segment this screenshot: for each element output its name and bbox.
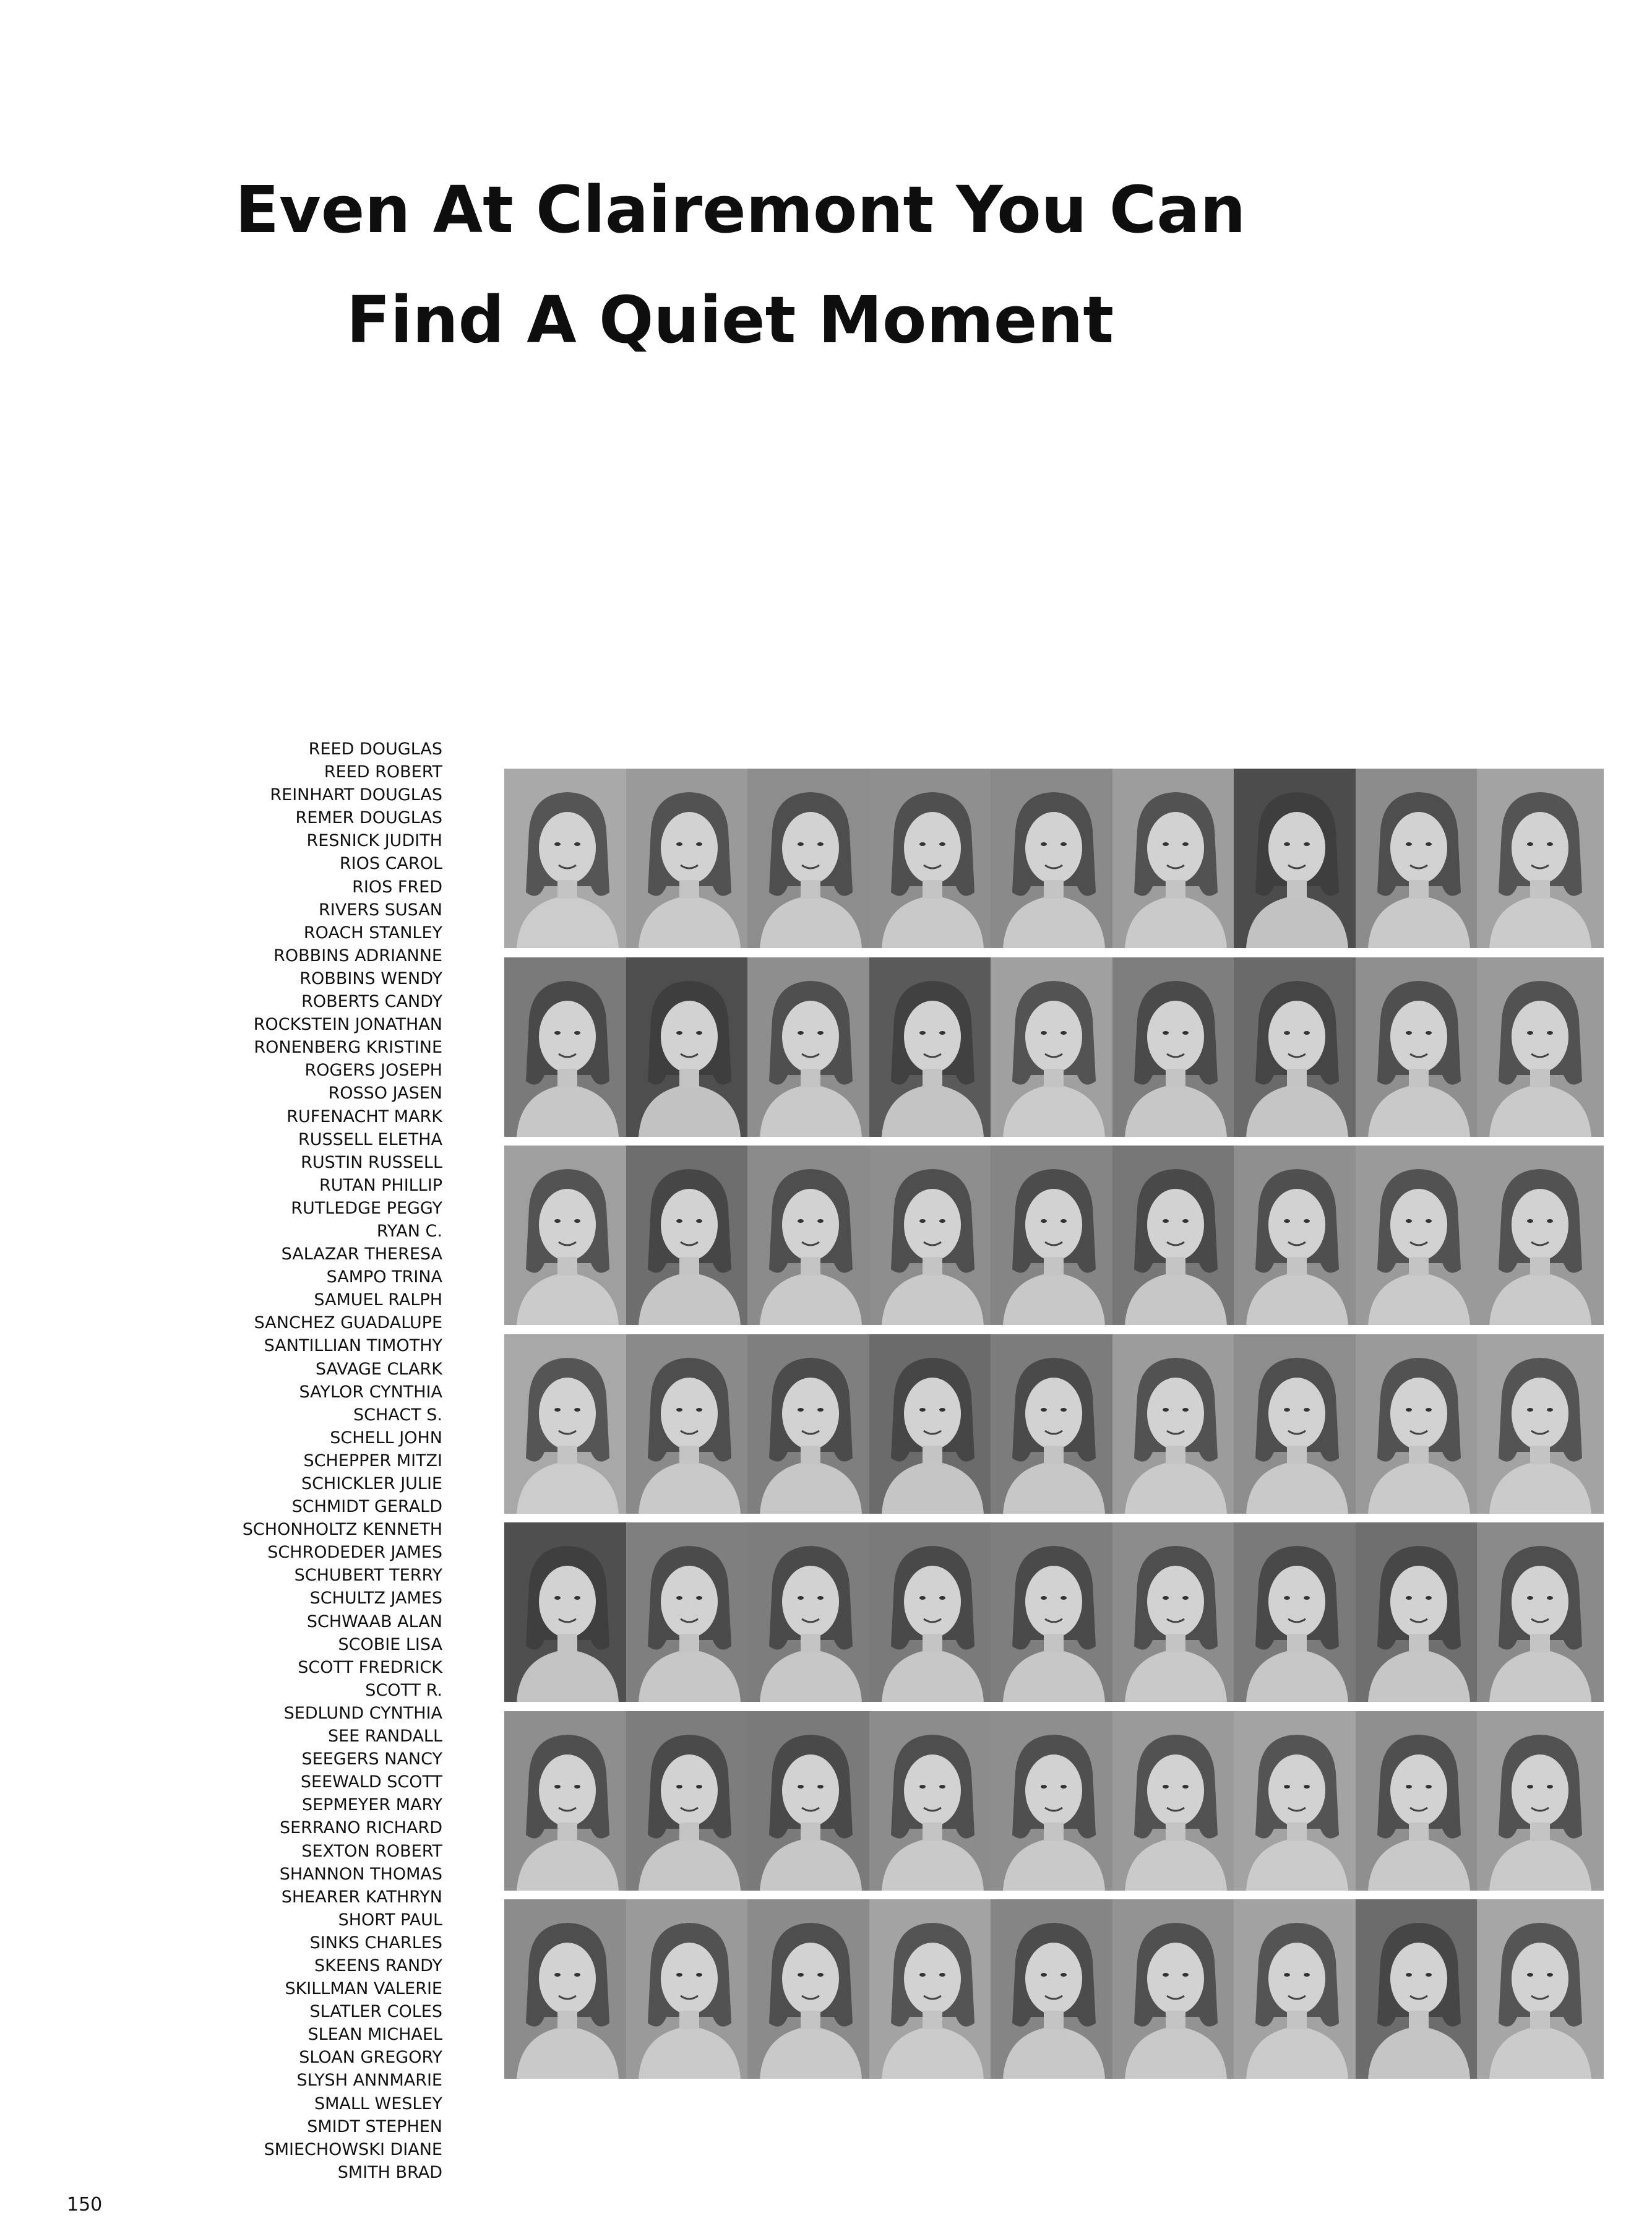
student-portrait — [1234, 769, 1361, 948]
student-portrait — [747, 1522, 874, 1702]
student-name: SANCHEZ GUADALUPE — [254, 1313, 442, 1333]
student-name: RUTAN PHILLIP — [319, 1175, 442, 1195]
student-name: SCHMIDT GERALD — [291, 1497, 442, 1517]
portrait-silhouette-icon — [1234, 1334, 1361, 1514]
portrait-silhouette-icon — [626, 1522, 753, 1702]
student-portrait — [1234, 1334, 1361, 1514]
student-name: SMIDT STEPHEN — [307, 2117, 442, 2136]
student-name: RONENBERG KRISTINE — [254, 1038, 442, 1058]
student-portrait — [504, 957, 631, 1137]
student-portrait — [869, 957, 996, 1137]
student-portrait — [1477, 1146, 1604, 1325]
student-portrait — [1356, 957, 1482, 1137]
portrait-silhouette-icon — [1477, 1334, 1604, 1514]
portrait-silhouette-icon — [869, 1522, 996, 1702]
student-portrait — [747, 957, 874, 1137]
portrait-silhouette-icon — [1356, 1899, 1482, 2079]
student-name: RIVERS SUSAN — [319, 900, 442, 920]
student-portrait — [747, 769, 874, 948]
student-portrait — [626, 1146, 753, 1325]
student-name: SMITH BRAD — [337, 2162, 442, 2182]
student-portrait — [1234, 1146, 1361, 1325]
student-name: ROCKSTEIN JONATHAN — [253, 1015, 442, 1035]
student-name: SEE RANDALL — [327, 1727, 442, 1746]
student-name: SEEWALD SCOTT — [300, 1772, 442, 1792]
portrait-silhouette-icon — [1356, 1146, 1482, 1325]
student-name: SEDLUND CYNTHIA — [283, 1703, 442, 1723]
portrait-silhouette-icon — [991, 1899, 1117, 2079]
student-name: SKEENS RANDY — [314, 1956, 442, 1975]
student-name: SCHWAAB ALAN — [306, 1612, 442, 1631]
student-name: ROBBINS ADRIANNE — [273, 946, 442, 965]
student-name: SCHELL JOHN — [330, 1428, 442, 1448]
student-portrait — [1477, 1899, 1604, 2079]
portrait-silhouette-icon — [1356, 1711, 1482, 1891]
portrait-silhouette-icon — [1356, 769, 1482, 948]
student-portrait — [626, 769, 753, 948]
student-name: SLATLER COLES — [309, 2002, 442, 2022]
student-name: SLYSH ANNMARIE — [296, 2071, 442, 2091]
student-name: ROBERTS CANDY — [301, 992, 442, 1012]
student-name: REMER DOUGLAS — [295, 808, 442, 828]
student-name: SKILLMAN VALERIE — [285, 1979, 442, 1999]
student-portrait — [504, 1522, 631, 1702]
portrait-silhouette-icon — [869, 769, 996, 948]
student-name: RESNICK JUDITH — [306, 831, 442, 851]
portrait-silhouette-icon — [991, 957, 1117, 1137]
student-name: SHEARER KATHRYN — [281, 1887, 442, 1907]
portrait-silhouette-icon — [1477, 957, 1604, 1137]
student-portrait — [991, 1522, 1117, 1702]
student-name: SALAZAR THERESA — [281, 1245, 442, 1264]
student-portrait — [1234, 957, 1361, 1137]
student-portrait — [1356, 1334, 1482, 1514]
student-portrait — [1477, 1334, 1604, 1514]
student-portrait — [504, 1334, 631, 1514]
portrait-photo-grid — [504, 769, 1597, 2068]
portrait-silhouette-icon — [504, 1146, 631, 1325]
student-name: REED DOUGLAS — [308, 740, 442, 759]
student-name-list — [96, 738, 442, 2184]
student-name: SCOTT FREDRICK — [298, 1657, 442, 1677]
portrait-silhouette-icon — [1477, 1899, 1604, 2079]
portrait-silhouette-icon — [1356, 1522, 1482, 1702]
portrait-silhouette-icon — [991, 1334, 1117, 1514]
page-headline — [235, 155, 1246, 375]
student-portrait — [747, 1711, 874, 1891]
portrait-silhouette-icon — [1477, 1711, 1604, 1891]
student-name: REINHART DOUGLAS — [270, 785, 442, 805]
portrait-silhouette-icon — [1234, 1899, 1361, 2079]
student-name: SHANNON THOMAS — [279, 1864, 442, 1884]
student-portrait — [991, 1146, 1117, 1325]
portrait-silhouette-icon — [869, 1146, 996, 1325]
portrait-silhouette-icon — [1234, 1711, 1361, 1891]
portrait-silhouette-icon — [869, 1334, 996, 1514]
portrait-silhouette-icon — [869, 957, 996, 1137]
student-name: RUSTIN RUSSELL — [301, 1152, 442, 1172]
page-number: 150 — [67, 2194, 103, 2216]
student-portrait — [1234, 1711, 1361, 1891]
portrait-silhouette-icon — [1112, 1146, 1239, 1325]
student-name: SCHONHOLTZ KENNETH — [242, 1520, 442, 1540]
portrait-silhouette-icon — [626, 1146, 753, 1325]
portrait-silhouette-icon — [991, 1711, 1117, 1891]
portrait-silhouette-icon — [1112, 1711, 1239, 1891]
student-portrait — [626, 1522, 753, 1702]
student-portrait — [1356, 1522, 1482, 1702]
portrait-silhouette-icon — [504, 957, 631, 1137]
portrait-silhouette-icon — [504, 1522, 631, 1702]
student-name: SEEGERS NANCY — [301, 1750, 442, 1769]
student-portrait — [869, 1522, 996, 1702]
student-portrait — [747, 1146, 874, 1325]
portrait-silhouette-icon — [869, 1899, 996, 2079]
student-portrait — [1356, 1899, 1482, 2079]
portrait-silhouette-icon — [1112, 1522, 1239, 1702]
student-portrait — [504, 1899, 631, 2079]
portrait-silhouette-icon — [1234, 957, 1361, 1137]
student-portrait — [1112, 1334, 1239, 1514]
portrait-silhouette-icon — [1477, 1522, 1604, 1702]
student-portrait — [1477, 957, 1604, 1137]
portrait-silhouette-icon — [626, 1334, 753, 1514]
portrait-silhouette-icon — [1112, 957, 1239, 1137]
student-portrait — [869, 1146, 996, 1325]
student-portrait — [1112, 1711, 1239, 1891]
student-portrait — [1356, 1146, 1482, 1325]
portrait-silhouette-icon — [504, 1711, 631, 1891]
student-portrait — [991, 1711, 1117, 1891]
student-name: SLEAN MICHAEL — [308, 2025, 442, 2045]
portrait-silhouette-icon — [991, 769, 1117, 948]
portrait-silhouette-icon — [1356, 1334, 1482, 1514]
student-name: SANTILLIAN TIMOTHY — [264, 1336, 442, 1356]
student-portrait — [626, 957, 753, 1137]
portrait-silhouette-icon — [626, 1899, 753, 2079]
student-name: SEPMEYER MARY — [301, 1795, 442, 1815]
student-name: RUFENACHT MARK — [286, 1107, 442, 1126]
student-name: SCHICKLER JULIE — [301, 1474, 442, 1493]
student-name: REED ROBERT — [324, 762, 442, 782]
portrait-silhouette-icon — [504, 769, 631, 948]
student-name: RIOS FRED — [352, 877, 442, 897]
student-portrait — [991, 769, 1117, 948]
student-name: SAMUEL RALPH — [314, 1290, 442, 1310]
student-name: SERRANO RICHARD — [279, 1818, 442, 1838]
student-portrait — [504, 769, 631, 948]
portrait-silhouette-icon — [991, 1146, 1117, 1325]
student-portrait — [1112, 769, 1239, 948]
student-name: RIOS CAROL — [339, 854, 442, 874]
student-name: SCHACT S. — [353, 1405, 442, 1425]
portrait-silhouette-icon — [1112, 1899, 1239, 2079]
student-name: ROGERS JOSEPH — [304, 1061, 442, 1081]
student-portrait — [869, 769, 996, 948]
student-name: SINKS CHARLES — [309, 1933, 442, 1953]
student-portrait — [1112, 1899, 1239, 2079]
portrait-silhouette-icon — [504, 1334, 631, 1514]
portrait-silhouette-icon — [1356, 957, 1482, 1137]
portrait-silhouette-icon — [747, 1522, 874, 1702]
student-portrait — [1477, 1522, 1604, 1702]
student-portrait — [1112, 1146, 1239, 1325]
student-portrait — [869, 1711, 996, 1891]
portrait-silhouette-icon — [747, 769, 874, 948]
student-name: RUSSELL ELETHA — [298, 1129, 442, 1149]
portrait-silhouette-icon — [869, 1711, 996, 1891]
student-name: ROACH STANLEY — [303, 923, 442, 943]
student-name: ROSSO JASEN — [328, 1084, 442, 1103]
portrait-silhouette-icon — [1112, 1334, 1239, 1514]
student-portrait — [1234, 1899, 1361, 2079]
student-portrait — [747, 1334, 874, 1514]
student-portrait — [626, 1334, 753, 1514]
student-portrait — [626, 1711, 753, 1891]
portrait-silhouette-icon — [1477, 769, 1604, 948]
student-portrait — [504, 1711, 631, 1891]
portrait-silhouette-icon — [1477, 1146, 1604, 1325]
student-name: SEXTON ROBERT — [301, 1841, 442, 1861]
portrait-silhouette-icon — [991, 1522, 1117, 1702]
student-portrait — [869, 1334, 996, 1514]
student-portrait — [1356, 1711, 1482, 1891]
portrait-silhouette-icon — [747, 1334, 874, 1514]
student-portrait — [991, 957, 1117, 1137]
portrait-silhouette-icon — [1234, 769, 1361, 948]
student-portrait — [1112, 1522, 1239, 1702]
portrait-silhouette-icon — [747, 1899, 874, 2079]
student-portrait — [869, 1899, 996, 2079]
student-portrait — [1477, 769, 1604, 948]
portrait-silhouette-icon — [504, 1899, 631, 2079]
portrait-silhouette-icon — [626, 957, 753, 1137]
headline-line-2: Find A Quiet Moment — [346, 282, 1114, 358]
student-portrait — [747, 1899, 874, 2079]
student-portrait — [991, 1334, 1117, 1514]
student-portrait — [991, 1899, 1117, 2079]
portrait-silhouette-icon — [1234, 1146, 1361, 1325]
portrait-silhouette-icon — [626, 769, 753, 948]
student-name: SCHRODEDER JAMES — [267, 1543, 442, 1563]
student-portrait — [504, 1146, 631, 1325]
portrait-silhouette-icon — [626, 1711, 753, 1891]
portrait-silhouette-icon — [1234, 1522, 1361, 1702]
student-name: SAMPO TRINA — [326, 1267, 442, 1287]
student-name: SCHUBERT TERRY — [294, 1566, 442, 1586]
student-portrait — [626, 1899, 753, 2079]
portrait-silhouette-icon — [1112, 769, 1239, 948]
student-name: ROBBINS WENDY — [299, 969, 442, 988]
student-portrait — [1234, 1522, 1361, 1702]
student-name: SCOBIE LISA — [338, 1634, 442, 1654]
student-name: RUTLEDGE PEGGY — [291, 1198, 442, 1218]
portrait-silhouette-icon — [747, 957, 874, 1137]
student-name: SMALL WESLEY — [314, 2094, 442, 2113]
student-name: SLOAN GREGORY — [299, 2048, 442, 2068]
portrait-silhouette-icon — [747, 1146, 874, 1325]
student-name: SAYLOR CYNTHIA — [299, 1382, 442, 1402]
portrait-silhouette-icon — [747, 1711, 874, 1891]
student-name: SMIECHOWSKI DIANE — [264, 2139, 442, 2159]
headline-line-1: Even At Clairemont You Can — [235, 172, 1246, 248]
student-portrait — [1477, 1711, 1604, 1891]
student-name: SAVAGE CLARK — [315, 1359, 442, 1379]
student-name: SCHEPPER MITZI — [303, 1451, 442, 1470]
student-portrait — [1112, 957, 1239, 1137]
student-name: SHORT PAUL — [338, 1910, 442, 1930]
student-name: SCOTT R. — [365, 1680, 442, 1700]
student-name: RYAN C. — [376, 1221, 442, 1241]
student-name: SCHULTZ JAMES — [309, 1589, 442, 1608]
student-portrait — [1356, 769, 1482, 948]
